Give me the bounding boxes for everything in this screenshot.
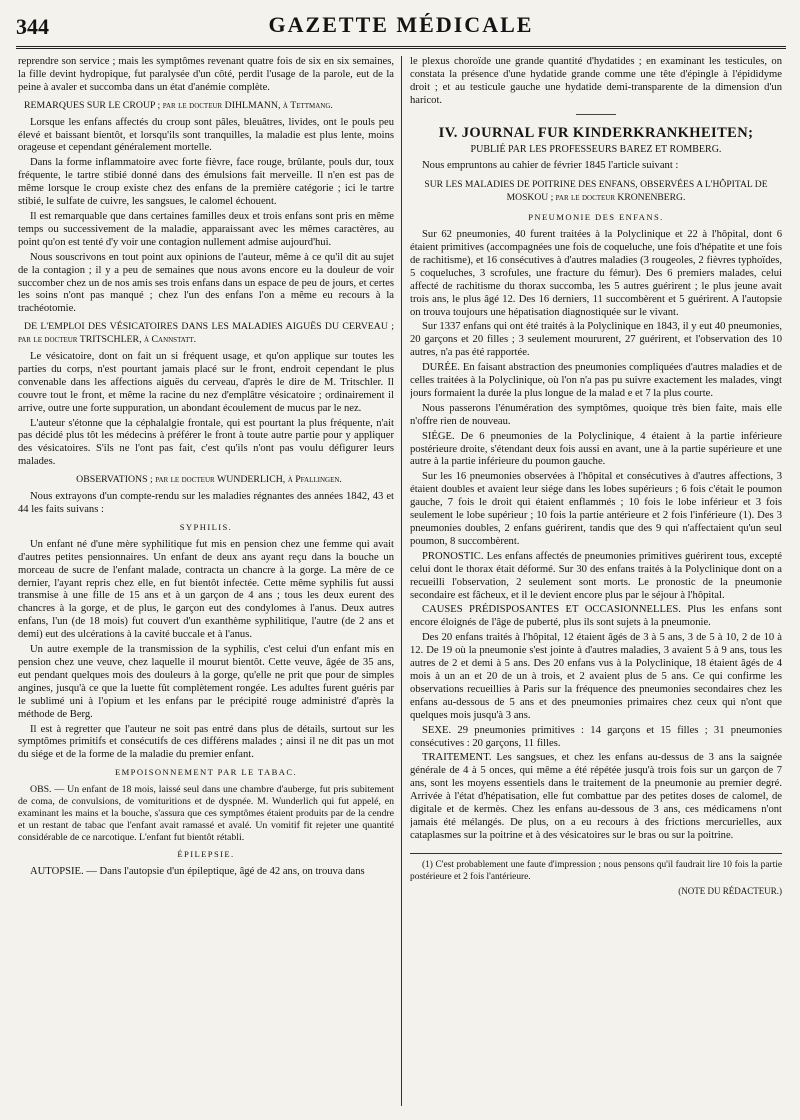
section-heading-observations: OBSERVATIONS ; par le docteur WUNDERLICH, à Pfallingen. bbox=[76, 474, 342, 486]
paragraph: DURÉE. En faisant abstraction des pneumonies compliquées d'autres maladies et de celles traitées à la Polyclinique, où l'on n'a pas pu suivre exactement les malades, vingt jours formaient la durée la plus longue de la malad e et 7 la plus courte. bbox=[410, 362, 782, 399]
paragraph: SEXE. 29 pneumonies primitives : 14 garçons et 15 filles ; 31 pneumonies consécutives : 20 garçons, 11 filles. bbox=[410, 724, 782, 749]
paragraph: Lorsque les enfans affectés du croup sont pâles, bleuâtres, livides, ont le pouls peu élevé et baissant bientôt, et lorsqu'ils sont tranquilles, la maladie est plus lente, moins orageuse et cependant généralement mortelle. bbox=[18, 116, 394, 154]
subheading-syphilis: SYPHILIS. bbox=[179, 521, 233, 532]
page-header bbox=[16, 12, 786, 49]
paragraph: SIÉGE. De 6 pneumonies de la Polyclinique, 4 étaient à la partie inférieure postérieure droite, s'étendant deux fois aussi en avant, une à la partie supérieure et une autre à la partie inférieure du poumon gauche. bbox=[410, 430, 782, 468]
right-column bbox=[410, 56, 782, 1110]
subheading-tabac: EMPOISONNEMENT PAR LE TABAC. bbox=[114, 767, 298, 778]
paragraph: Sur les 16 pneumonies observées à l'hôpital et consécutives à d'autres affections, 3 étaient doubles et avaient leur siége dans les lobes supérieurs ; 6 fois c'était le poumon gauche, 7 fois le droit qui étaient enflammés ; 10 fois le lobe inférieur et 3 fois seulement le lobe supérieur ; 10 fois la partie antérieure et 2 fois l'inférieure (1). Des 3 pneumonies doubles, 2 enfans guérirent, tandis que des 9 qui n'affectaient qu'un seul poumon, 8 succombèrent. bbox=[410, 471, 782, 547]
left-column bbox=[18, 56, 394, 1110]
paragraph: AUTOPSIE. — Dans l'autopsie d'un épileptique, âgé de 42 ans, on trouva dans bbox=[30, 866, 365, 878]
section-heading-vesicatoires: DE L'EMPLOI DES VÉSICATOIRES DANS LES MALADIES AIGUËS DU CERVEAU ; par le docteur TRITSCHLER, à Cannstatt. bbox=[18, 321, 394, 346]
paragraph: Il est remarquable que dans certaines familles deux et trois enfans sont pris en même temps ou successivement de la maladie, apparaissant avec les mêmes caractères, au point qu'on est tenté d'y voir une contagion nullement admise aujourd'hui. bbox=[18, 210, 394, 248]
paragraph: Nous passerons l'énumération des symptômes, quoique très bien faite, mais elle n'offre rien de nouveau. bbox=[410, 402, 782, 427]
paragraph: Dans la forme inflammatoire avec forte fièvre, face rouge, brûlante, pouls dur, toux fréquente, le tartre stibié donné dans des émulsions fait merveille. Il n'en est pas de même lorsque le croup existe chez des enfans de la première catégorie ; ici le tartre stibié, le sulfate de cuivre, les sangsues, le calomel échouent. bbox=[18, 157, 394, 208]
paragraph: TRAITEMENT. Les sangsues, et chez les enfans au-dessus de 3 ans la saignée générale de 4 à 5 onces, qui même a été répétée jusqu'à trois fois sur un garçon de 7 ans, sont les moyens essentiels dans le traitement de la pneumonie au premier degré. Arrivée à l'état d'hépatisation, elle fut combattue par des petites doses de calomel, de digitale et de kermès. Chez les enfans au-dessous de 3 ans, ces médicamens n'ont jamais été mélangés. De plus, on a eu recours à des frictions mercurielles, aux cataplasmes sur la poitrine et à des vésicatoires sur le bras ou sur la poitrine. bbox=[410, 752, 782, 841]
paragraph: Le vésicatoire, dont on fait un si fréquent usage, et qu'on applique sur toutes les parties du corps, n'est pourtant jamais placé sur le front, endroit cependant le plus convenable dans les affections aiguës du cerveau, d'après le dire de M. Tritschler. Il couvre tout le front, et même la racine du nez d'emplâtre vésicatoire ; ordinairement il arrive, outre une forte suppuration, un abondant écoulement de mucus par le nez. bbox=[18, 351, 394, 414]
paragraph: Un autre exemple de la transmission de la syphilis, c'est celui d'un enfant mis en pension chez une veuve, chez laquelle il mourut bientôt. Cette veuve, âgée de 35 ans, eut pendant quelques mois des douleurs à la gorge, qu'elle ne prit que pour de simples angines, jusqu'à ce que la luette fût complètement rongée. Les adultes furent guéris par le sublimé uni à l'opium et les enfans par le précipité rouge administré d'après la méthode de Berg. bbox=[18, 644, 394, 720]
separator bbox=[576, 114, 616, 115]
paragraph: Un enfant né d'une mère syphilitique fut mis en pension chez une femme qui avait d'autres petites pensionnaires. Un enfant de deux ans ayant reçu dans la bouche un morceau de sucre de l'enfant malade, contracta un chancre à la gorge. La mère de ce dernier, l'ayant repris chez elle, en fut bientôt infectée. Cette même syphilis fut aussi transmise à une fille de 15 ans et à un garçon de 4 ans ; tous les deux eurent des chancres à la gorge, et de plus, le garçon eut des condylomes à l'anus. Deux autres enfans, l'un (de 18 mois) fut couvert d'un exanthème syphilitique, l'autre (de 2 ans et demi) eut des ulcérations à la cavité buccale et à l'anus. bbox=[18, 538, 394, 641]
paragraph: le plexus choroïde une grande quantité d'hydatides ; en examinant les testicules, on constata la présence d'une hydatide grande comme une tête d'épingle à l'épididyme droit ; et au testicule gauche une hydatide demi-transparente de la dimension d'un haricot. bbox=[410, 56, 782, 106]
journal-subheading: PUBLIÉ PAR LES PROFESSEURS BAREZ ET ROMBERG. bbox=[470, 143, 722, 155]
paragraph: Nous empruntons au cahier de février 1845 l'article suivant : bbox=[422, 160, 679, 172]
paragraph: Sur 1337 enfans qui ont été traités à la Polyclinique en 1843, il y eut 40 pneumonies, 20 garçons et 20 filles ; 3 seulement moururent, 27 guérirent, et l'observation des 10 autres, n'a pas été rapportée. bbox=[410, 321, 782, 359]
footnote-signature: (NOTE DU RÉDACTEUR.) bbox=[678, 886, 782, 897]
journal-section-heading: IV. JOURNAL FUR KINDERKRANKHEITEN; bbox=[438, 124, 754, 141]
paragraph: PRONOSTIC. Les enfans affectés de pneumonies primitives guérirent tous, excepté celui dont le thorax était déformé. Sur 30 des enfans traités à la Polyclinique dont on a recueilli l'observation, 2 seulement sont morts. Le pronostic de la pneumonie secondaire est fâcheux, et il le devient encore plus par le séjour à l'hôpital. bbox=[410, 550, 782, 601]
article-title: SUR LES MALADIES DE POITRINE DES ENFANS, OBSERVÉES A L'HÔPITAL DE MOSKOU ; par le docteur KRONENBERG. bbox=[424, 179, 768, 204]
section-heading-croup: REMARQUES SUR LE CROUP ; par le docteur DIHLMANN, à Tettmang. bbox=[24, 99, 333, 111]
paragraph: L'auteur s'étonne que la céphalalgie frontale, qui est pourtant la plus fréquente, n'ait pas décidé plus tôt les médecins à préférer le front à toute autre partie pour y appliquer des vésicatoires. S'ils ne l'ont pas fait, c'est qu'ils n'ont pas voulu défigurer leurs malades. bbox=[18, 417, 394, 468]
paragraph: Nous extrayons d'un compte-rendu sur les maladies régnantes des années 1842, 43 et 44 les faits suivans : bbox=[18, 491, 394, 515]
journal-title: GAZETTE MÉDICALE bbox=[268, 12, 534, 37]
paragraph: Il est à regretter que l'auteur ne soit pas entré dans plus de détails, surtout sur les symptômes primitifs et consécutifs de ces différens malades ; ainsi il ne dit pas un mot du siége et de la forme de la maladie du premier enfant. bbox=[18, 723, 394, 761]
page-number: 344 bbox=[16, 14, 49, 39]
footnote: (1) C'est probablement une faute d'impression ; nous pensons qu'il faudrait lire 10 fois la partie postérieure et 2 fois l'antérieure. bbox=[410, 859, 782, 882]
paragraph: Nous souscrivons en tout point aux opinions de l'auteur, même à ce qu'il dit au sujet de la contagion ; il y a peu de semaines que nous avons encore eu la douleur de voir succomber chez un de nos amis ses trois enfans dans un espace de peu de jours, et certes les soins n'ont pas manqué ; chez l'un des enfans l'on a même eu recours à la trachéotomie. bbox=[18, 251, 394, 315]
footnote-rule bbox=[410, 853, 782, 854]
column-divider bbox=[401, 56, 402, 1106]
paragraph: Sur 62 pneumonies, 40 furent traitées à la Polyclinique et 22 à l'hôpital, dont 6 étaient primitives (accompagnées une fois de coqueluche, une fois d'hépatite et une fois de rachitisme), et 16 consécutives à d'autres maladies (3 rougeoles, 2 fièvres typhoïdes, 5 coqueluches, 3 scrofules, une fracture du fémur). Des 6 premiers malades, celui affecté de rachitisme du thorax succomba, les 5 autres guérirent ; le plus jeune avait trois ans, le plus âgé 12. Des 16 derniers, 11 succombèrent et 5 guérirent. A l'autopsie on trouva toujours une hépatisation diagnostiquée sur le vivant. bbox=[410, 229, 782, 318]
paragraph: CAUSES PRÉDISPOSANTES ET OCCASIONNELLES. Plus les enfans sont encore éloignés de l'âge de puberté, plus ils sont sujets à la pneumonie. bbox=[410, 604, 782, 629]
subheading-pneumonie: PNEUMONIE DES ENFANS. bbox=[528, 212, 664, 223]
subheading-epilepsie: ÉPILEPSIE. bbox=[177, 849, 235, 860]
paragraph: Des 20 enfans traités à l'hôpital, 12 étaient âgés de 3 à 5 ans, 3 de 5 à 10, 2 de 10 à 12. De 19 où la pneumonie s'est jointe à d'autres maladies, 3 avaient 5 à 9 ans, tous les autres de 2 et demi à 5 ans. Des 20 enfans vus à la Polyclinique, 18 étaient âgés de 4 mois à un an et 20 de un à trois, et 2 avaient plus de 5 ans. Ce qui confirme les observations recueillies à Paris sur la fréquence des pneumonies secondaires chez les enfans au-dessous de 5 ans et des pneumonies primaires chez ceux qui n'ont que quelques mois jusqu'à 3 ans. bbox=[410, 632, 782, 721]
paragraph: OBS. — Un enfant de 18 mois, laissé seul dans une chambre d'auberge, fut pris subitement de coma, de convulsions, de vomituritions et de dyspnée. M. Wunderlich qui fut appelé, en examinant les mains et la bouche, s'assura que ces symptômes étaient produits par de la cendre et un restant de tabac que l'enfant avait ramassé et avalé. Un vomitif fit rejeter une quantité considérable de ce narcotique. L'enfant fut bientôt rétabli. bbox=[18, 784, 394, 844]
paragraph: reprendre son service ; mais les symptômes revenant quatre fois de six en six semaines, la fille devint hydropique, fut paralysée d'un côté, perdit l'usage de la parole, eut de la peine à avaler et succomba dans un état d'anémie complète. bbox=[18, 56, 394, 93]
